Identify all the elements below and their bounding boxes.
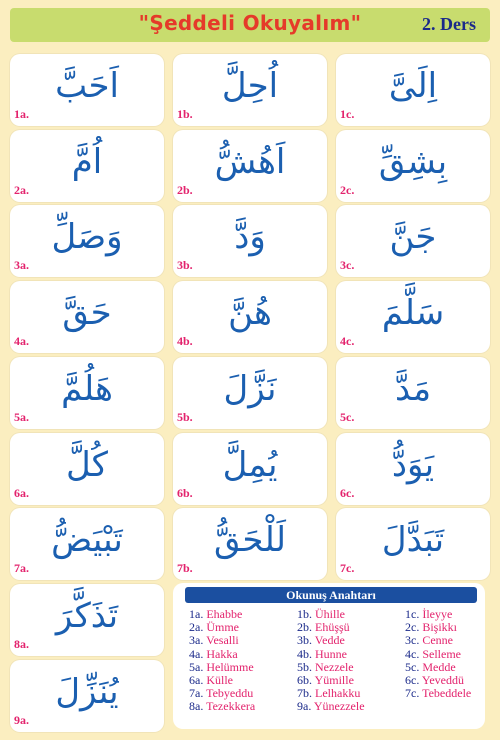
key-entry-reading: Selleme <box>422 646 461 661</box>
word-card-7a <box>10 508 164 580</box>
card-number: 7a. <box>14 561 29 576</box>
card-number: 2c. <box>340 182 355 197</box>
lesson-header <box>10 8 490 42</box>
card-number: 1a. <box>14 107 29 121</box>
arabic-word: اِلَىَّ <box>388 66 438 106</box>
word-card-4a <box>10 281 164 353</box>
key-entry-reading: Tebyeddu <box>206 686 254 701</box>
arabic-word: حَقَّ <box>62 293 112 334</box>
key-entry-id: 1c. <box>405 607 423 621</box>
key-entry-id: 9a. <box>297 699 314 714</box>
arabic-word: هُنَّ <box>228 293 272 334</box>
word-card-2b <box>173 130 327 202</box>
word-card-1c <box>336 54 490 126</box>
word-card-5a <box>10 357 164 429</box>
arabic-word: سَلَّمَ <box>381 293 445 334</box>
card-number: 5b. <box>177 409 193 424</box>
word-card-7b <box>173 508 327 580</box>
arabic-word: وَدَّ <box>234 217 266 258</box>
key-entry-id: 4b. <box>297 646 315 661</box>
key-entry <box>297 700 365 713</box>
arabic-word: لَلْحَقُّ <box>214 520 286 561</box>
word-card-4c <box>336 281 490 353</box>
key-column-2 <box>297 608 365 714</box>
card-number: 4c. <box>340 334 355 349</box>
key-entry-reading: Vedde <box>314 633 345 648</box>
card-number: 1c. <box>340 107 355 121</box>
key-column-3 <box>405 608 471 700</box>
arabic-word: اَهُشُّ <box>214 141 286 182</box>
key-entry-reading: Nezzele <box>315 659 354 674</box>
key-entry-reading: Ehabbe <box>206 607 243 621</box>
key-entry-id: 5c. <box>405 659 423 674</box>
word-card-9a <box>10 660 164 732</box>
arabic-word: تَذَكَّرَ <box>55 595 119 636</box>
arabic-word: نَزَّلَ <box>223 368 277 409</box>
key-entry-reading: Hunne <box>315 646 347 661</box>
arabic-word: بِشِقِّ <box>378 141 448 182</box>
arabic-word: تَبَدَّلَ <box>381 520 445 561</box>
key-entry-id: 2c. <box>405 620 423 635</box>
key-entry-id: 7c. <box>405 686 423 701</box>
arabic-word: يُمِلَّ <box>222 444 278 485</box>
pronunciation-key <box>173 583 485 729</box>
key-entry-reading: Yümille <box>314 673 354 688</box>
card-number: 8a. <box>14 636 29 651</box>
key-entry-reading: Lelhakku <box>315 686 361 701</box>
card-number: 5c. <box>340 409 355 424</box>
word-card-4b <box>173 281 327 353</box>
key-entry-id: 1a. <box>189 607 207 621</box>
arabic-word: يَوَدُّ <box>391 444 435 485</box>
word-card-6b <box>173 433 327 505</box>
card-number: 4b. <box>177 334 193 349</box>
arabic-word: كُلَّ <box>66 444 108 485</box>
key-entry-reading: Külle <box>206 673 233 688</box>
key-entry <box>405 687 471 700</box>
card-number: 5a. <box>14 409 29 424</box>
card-number: 4a. <box>14 334 29 349</box>
key-entry-id: 2a. <box>189 620 207 635</box>
card-number: 3c. <box>340 258 355 273</box>
page-title: "Şeddeli Okuyalım" <box>138 11 362 35</box>
word-card-5b <box>173 357 327 429</box>
key-entry-reading: Tezekkera <box>206 699 256 714</box>
word-card-5c <box>336 357 490 429</box>
key-entry-id: 2b. <box>297 620 315 635</box>
key-entry-id: 6c. <box>405 673 422 688</box>
key-entry-reading: Yünezzele <box>313 699 365 714</box>
key-entry-id: 3c. <box>405 633 423 648</box>
word-card-8a <box>10 584 164 656</box>
arabic-word: هَلُمَّ <box>61 368 113 409</box>
key-entry-reading: Yeveddü <box>421 673 465 688</box>
arabic-word: اُحِلَّ <box>221 66 279 106</box>
word-card-6a <box>10 433 164 505</box>
key-entry-reading: Helümme <box>206 659 254 674</box>
word-card-2c <box>336 130 490 202</box>
key-entry-reading: Ehüşşü <box>315 620 350 635</box>
key-entry-id: 4c. <box>405 646 423 661</box>
key-entry-reading: Cenne <box>422 633 453 648</box>
card-number: 7c. <box>340 561 355 576</box>
arabic-word: تَبْيَضُّ <box>51 520 123 561</box>
key-entry-reading: Vesalli <box>206 633 239 648</box>
key-entry-id: 8a. <box>189 699 207 714</box>
key-column-1 <box>189 608 255 714</box>
key-entry-reading: Tebeddele <box>422 686 472 701</box>
word-card-3c <box>336 205 490 277</box>
key-entry-id: 4a. <box>189 646 207 661</box>
arabic-word: جَنَّ <box>389 217 437 258</box>
card-number: 9a. <box>14 712 29 727</box>
card-number: 2a. <box>14 182 29 197</box>
card-number: 3a. <box>14 258 29 273</box>
key-entry-reading: Ühille <box>315 607 345 621</box>
key-entry-id: 7b. <box>297 686 315 701</box>
card-number: 3b. <box>177 258 193 273</box>
word-card-1b <box>173 54 327 126</box>
card-number: 6a. <box>14 485 29 500</box>
key-entry-id: 7a. <box>189 686 207 701</box>
word-card-7c <box>336 508 490 580</box>
word-card-3a <box>10 205 164 277</box>
key-entry-reading: Bişikkı <box>422 620 458 635</box>
key-entry-id: 5a. <box>189 659 207 674</box>
key-entry-reading: Medde <box>422 659 456 674</box>
key-entry-id: 3b. <box>297 633 315 648</box>
arabic-word: وَصَلِّ <box>51 217 123 258</box>
card-number: 7b. <box>177 561 193 576</box>
arabic-word: مَدَّ <box>394 368 432 409</box>
word-card-6c <box>336 433 490 505</box>
key-entry-id: 5b. <box>297 659 315 674</box>
key-entry-id: 3a. <box>189 633 207 648</box>
key-entry-id: 1b. <box>297 607 315 621</box>
word-card-3b <box>173 205 327 277</box>
word-card-1a <box>10 54 164 126</box>
word-card-2a <box>10 130 164 202</box>
card-number: 2b. <box>177 182 193 197</box>
arabic-word: يُنَزِّلَ <box>55 671 119 712</box>
key-entry-reading: Hakka <box>206 646 238 661</box>
card-number: 6b. <box>177 485 193 500</box>
card-number: 6c. <box>340 485 355 500</box>
card-number: 1b. <box>177 107 193 121</box>
pronunciation-key-title: Okunuş Anahtarı <box>185 587 477 603</box>
key-entry <box>189 700 255 713</box>
lesson-number: 2. Ders <box>422 14 476 34</box>
arabic-word: اُمَّ <box>71 141 103 182</box>
key-entry-reading: Ümme <box>206 620 239 635</box>
arabic-word: اَحَبَّ <box>55 66 119 106</box>
key-entry-id: 6a. <box>189 673 207 688</box>
key-entry-reading: İleyye <box>422 607 453 621</box>
key-entry-id: 6b. <box>297 673 315 688</box>
